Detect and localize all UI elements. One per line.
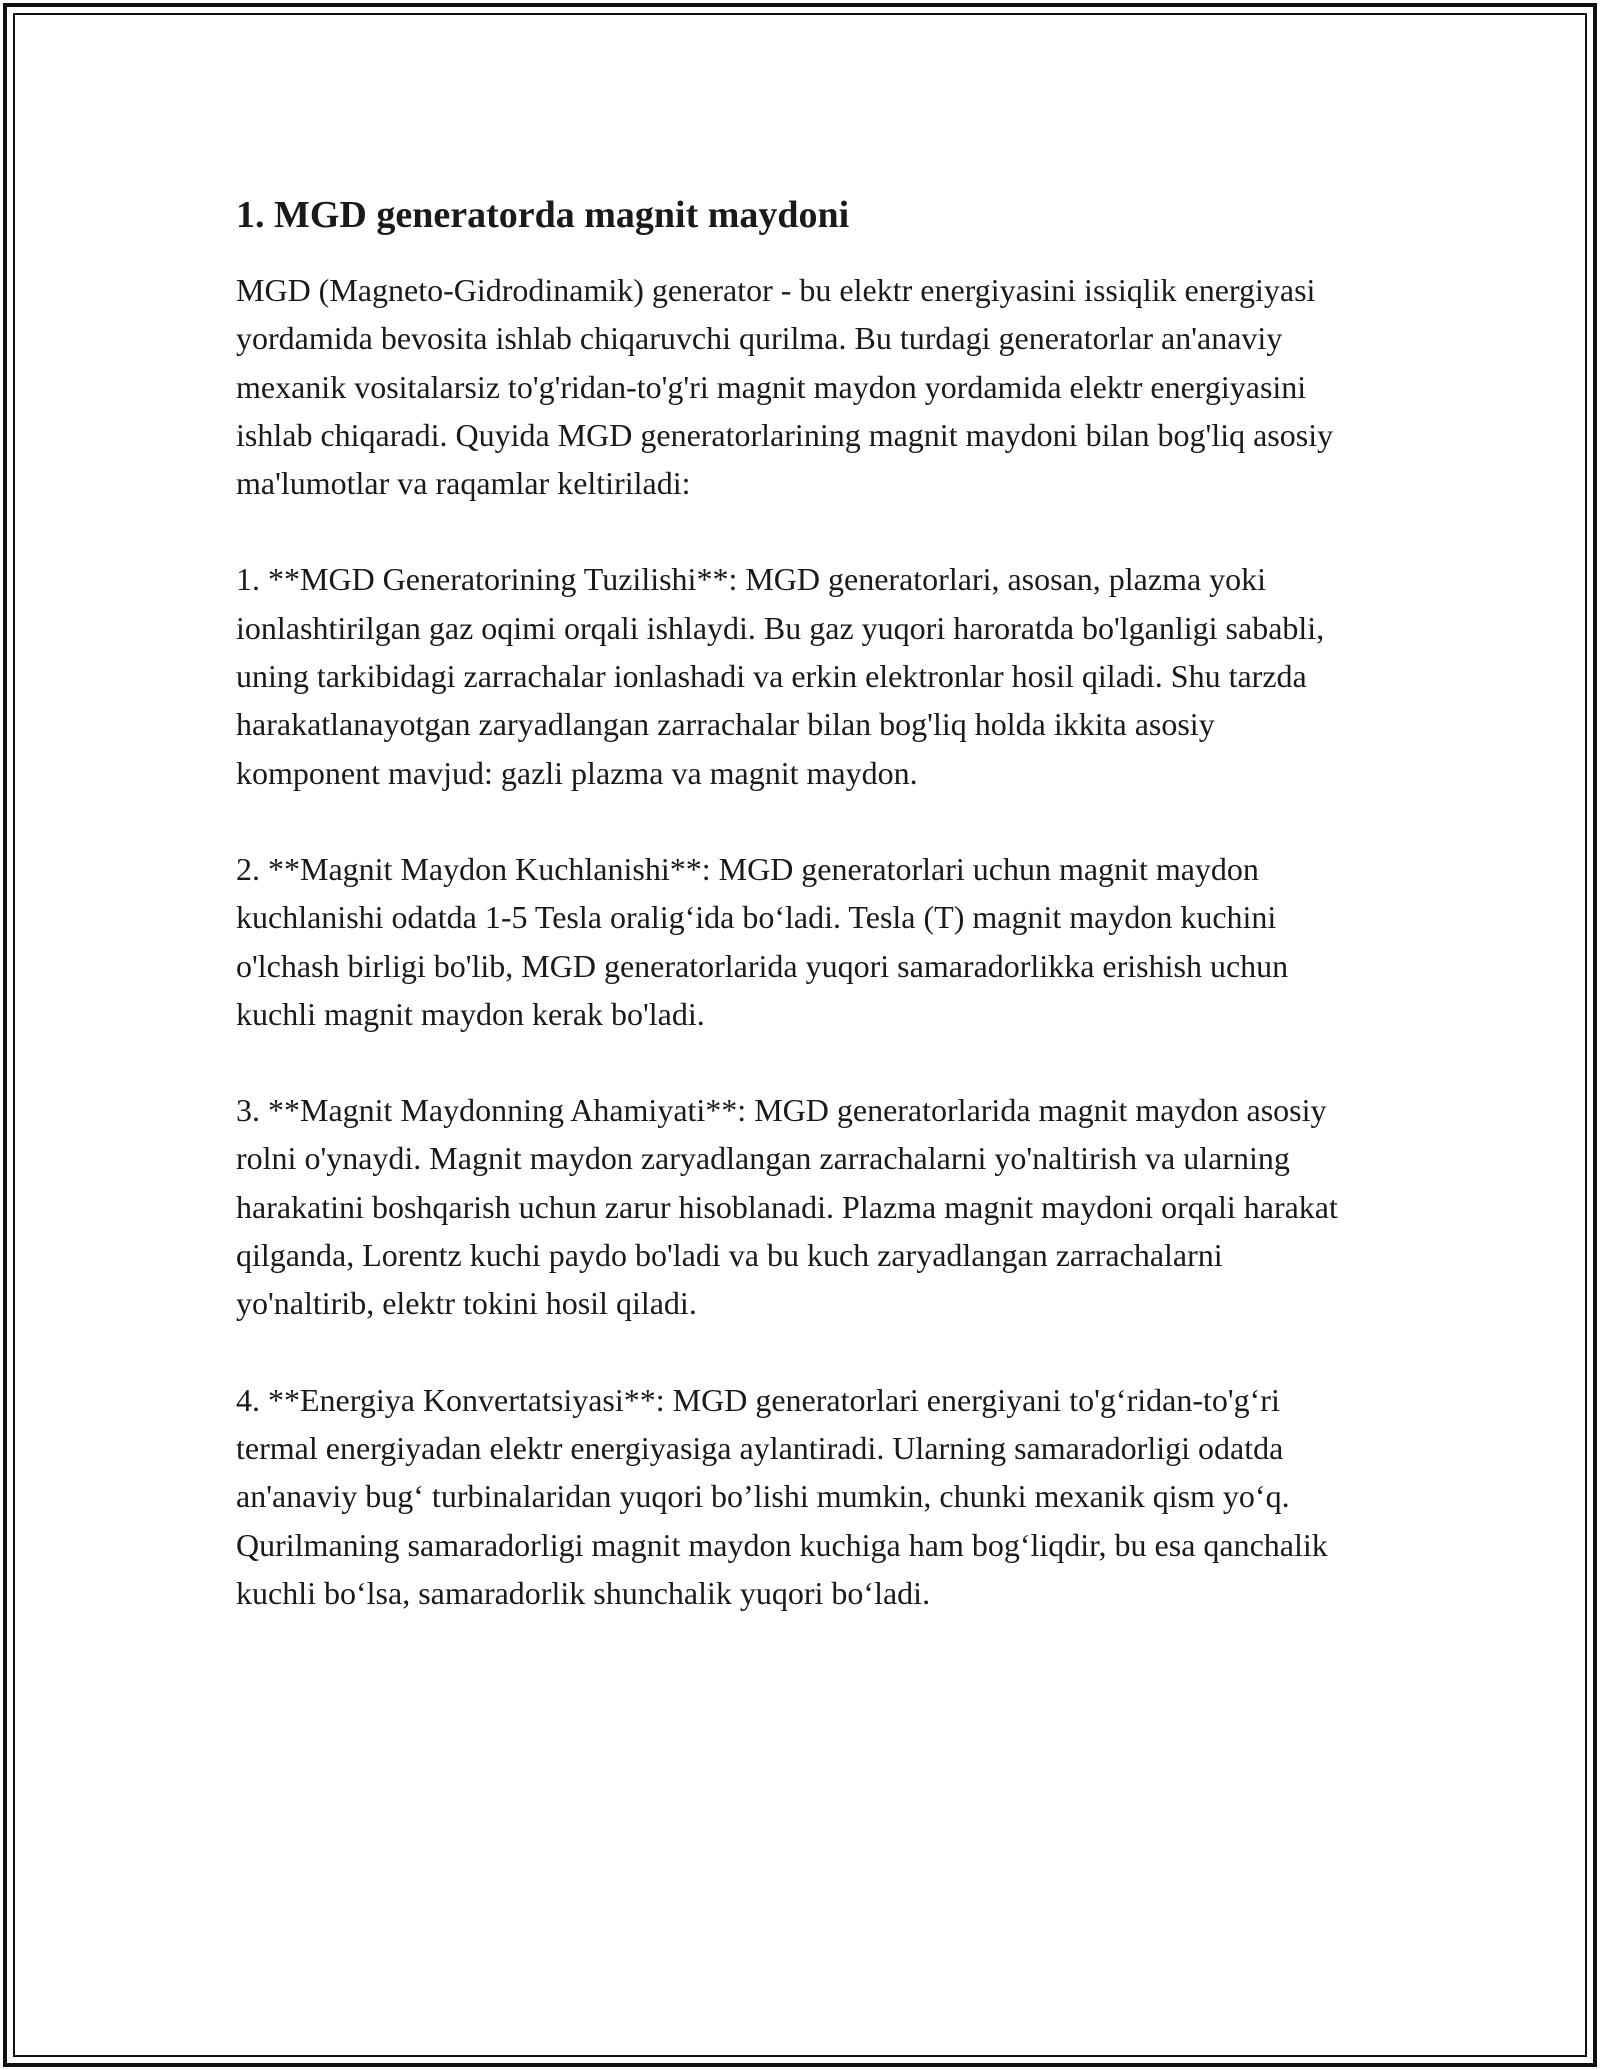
intro-paragraph: MGD (Magneto-Gidrodinamik) generator - bu elektr energiyasini issiqlik energiyasi yordamida bevosita ishlab chiqaruvchi qurilma. Bu turdagi generatorlar an'anaviy mexanik vositalarsiz to'g'ridan-to'g'ri magnit maydon yordamida elektr energiyasini ishlab chiqaradi. Quyida MGD generatorlarining magnit maydoni bilan bog'liq asosiy ma'lumotlar va raqamlar keltiriladi:	[236, 272, 1334, 502]
paragraph-energy-conversion: 4. **Energiya Konvertatsiyasi**: MGD generatorlari energiyani to'g‘ridan-to'g‘ri termal energiyadan elektr energiyasiga aylantiradi. Ularning samaradorligi odatda an'anaviy bug‘ turbinalaridan yuqori bo’lishi mumkin, chunki mexanik qism yo‘q. Qurilmaning samaradorligi magnit maydon kuchiga ham bog‘liqdir, bu esa qanchalik kuchli bo‘lsa, samaradorlik shunchalik yuqori bo‘ladi.	[236, 1381, 1328, 1611]
paragraph-field-strength: 2. **Magnit Maydon Kuchlanishi**: MGD generatorlari uchun magnit maydon kuchlanishi odatda 1-5 Tesla oralig‘ida bo‘ladi. Tesla (T) magnit maydon kuchini o'lchash birligi bo'lib, MGD generatorlarida yuqori samaradorlikka erishish uchun kuchli magnit maydon kerak bo'ladi.	[236, 850, 1289, 1032]
document-title: 1. MGD generatorda magnit maydoni	[236, 194, 850, 236]
paragraph-field-importance: 3. **Magnit Maydonning Ahamiyati**: MGD generatorlarida magnit maydon asosiy rolni o'ynaydi. Magnit maydon zaryadlangan zarrachalarni yo'naltirish va ularning harakatini boshqarish uchun zarur hisoblanadi. Plazma magnit maydoni orqali harakat qilganda, Lorentz kuchi paydo bo'ladi va bu kuch zaryadlangan zarrachalarni yo'naltirib, elektr tokini hosil qiladi.	[236, 1092, 1338, 1322]
document-body	[236, 188, 1366, 1665]
paragraph-structure: 1. **MGD Generatorining Tuzilishi**: MGD generatorlari, asosan, plazma yoki ionlashtirilgan gaz oqimi orqali ishlaydi. Bu gaz yuqori haroratda bo'lganligi sababli, uning tarkibidagi zarrachalar ionlashadi va erkin elektronlar hosil qiladi. Shu tarzda harakatlanayotgan zaryadlangan zarrachalar bilan bog'liq holda ikkita asosiy komponent mavjud: gazli plazma va magnit maydon.	[236, 561, 1325, 791]
